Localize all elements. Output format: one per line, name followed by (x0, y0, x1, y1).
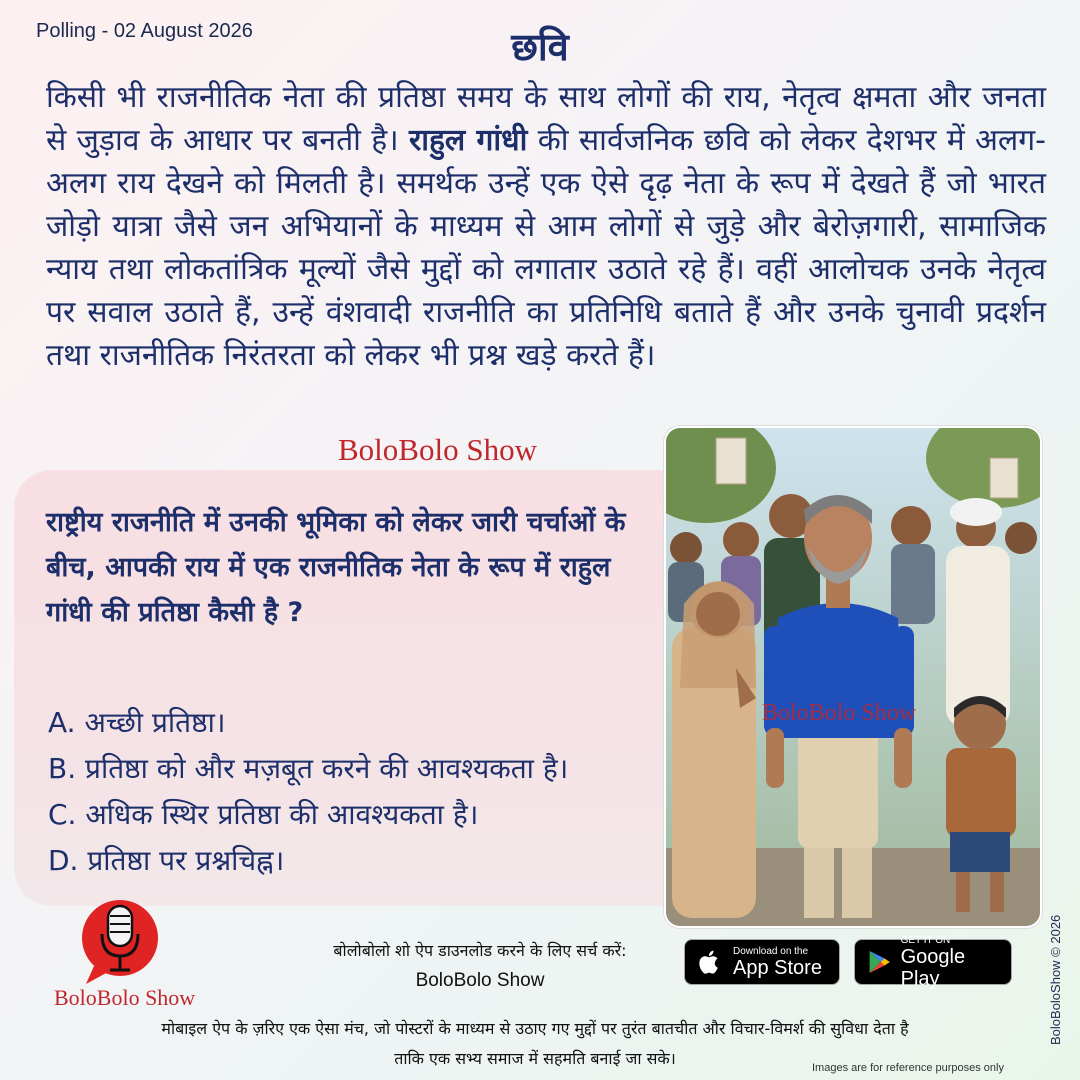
app-store-small-text: Download on the (733, 945, 809, 957)
option-c[interactable]: C. अधिक स्थिर प्रतिष्ठा की आवश्यकता है। (48, 798, 479, 831)
poll-date: Polling - 02 August 2026 (36, 20, 253, 42)
app-store-button[interactable] (684, 939, 840, 985)
download-instruction: बोलोबोलो शो ऐप डाउनलोड करने के लिए सर्च करें: (333, 941, 627, 960)
google-play-big-text: Google Play (900, 945, 966, 990)
footer-line-2: ताकि एक सभ्य समाज में सहमति बनाई जा सके। (394, 1049, 676, 1068)
download-prompt (280, 936, 680, 996)
brand-watermark: BoloBolo Show (338, 432, 537, 467)
apple-icon (695, 947, 725, 977)
image-watermark: BoloBolo Show (762, 700, 917, 726)
crowd-illustration (666, 428, 1040, 926)
poll-options (48, 700, 668, 884)
page-title: छवि (511, 25, 569, 69)
option-a[interactable]: A. अच्छी प्रतिष्ठा। (48, 706, 226, 739)
microphone-icon (80, 896, 160, 986)
google-play-small-text: GET IT ON (900, 934, 951, 946)
illustration-photo (664, 426, 1042, 928)
option-b[interactable]: B. प्रतिष्ठा को और मज़बूत करने की आवश्यकता है। (48, 752, 569, 785)
brand-logo-text: BoloBolo Show (54, 985, 196, 1010)
podcast-mic-logo (80, 896, 160, 986)
footer-line-1: मोबाइल ऐप के ज़रिए एक ऐसा मंच, जो पोस्टरों के माध्यम से उठाए गए मुद्दों पर तुरंत बातचीत और विचार-विमर्श की सुविधा देता है (161, 1019, 909, 1038)
intro-text-part1: किसी भी राजनीतिक नेता की प्रतिष्ठा समय के साथ लोगों की राय, नेतृत्व क्षमता और जनता से जुड़ाव के आधार पर बनती है। (46, 80, 1046, 158)
google-play-button[interactable] (854, 934, 1012, 990)
image-disclaimer: Images are for reference purposes only (812, 1062, 1004, 1074)
app-store-big-text: App Store (733, 956, 822, 979)
intro-highlight-name: राहुल गांधी (408, 123, 528, 158)
copyright-vertical: BoloBoloShow © 2026 (1048, 914, 1063, 1045)
option-d[interactable]: D. प्रतिष्ठा पर प्रश्नचिह्न। (48, 844, 285, 877)
download-app-name: BoloBolo Show (415, 970, 545, 991)
google-play-icon (865, 947, 893, 977)
intro-text-part2: की सार्वजनिक छवि को लेकर देशभर में अलग-अलग राय देखने को मिलती है। समर्थक उन्हें एक ऐसे दृढ़ नेता के रूप में देखते हैं जो भारत जोड़ो यात्रा जैसे जन अभियानों के माध्यम से आम लोगों से जुड़े और बेरोज़गारी, सामाजिक न्याय तथा लोकतांत्रिक मूल्यों जैसे मुद्दों को लगातार उठाते रहे हैं। वहीं आलोचक उनके नेतृत्व पर सवाल उठाते हैं, उन्हें वंशवादी राजनीति का प्रतिनिधि बताते हैं और उनके चुनावी प्रदर्शन तथा राजनीतिक निरंतरता को लेकर भी प्रश्न खड़े करते हैं। (46, 123, 1046, 373)
poll-question: राष्ट्रीय राजनीति में उनकी भूमिका को लेकर जारी चर्चाओं के बीच, आपकी राय में एक राजनीतिक नेता के रूप में राहुल गांधी की प्रतिष्ठा कैसी है ? (46, 507, 626, 628)
intro-paragraph (46, 76, 1046, 377)
